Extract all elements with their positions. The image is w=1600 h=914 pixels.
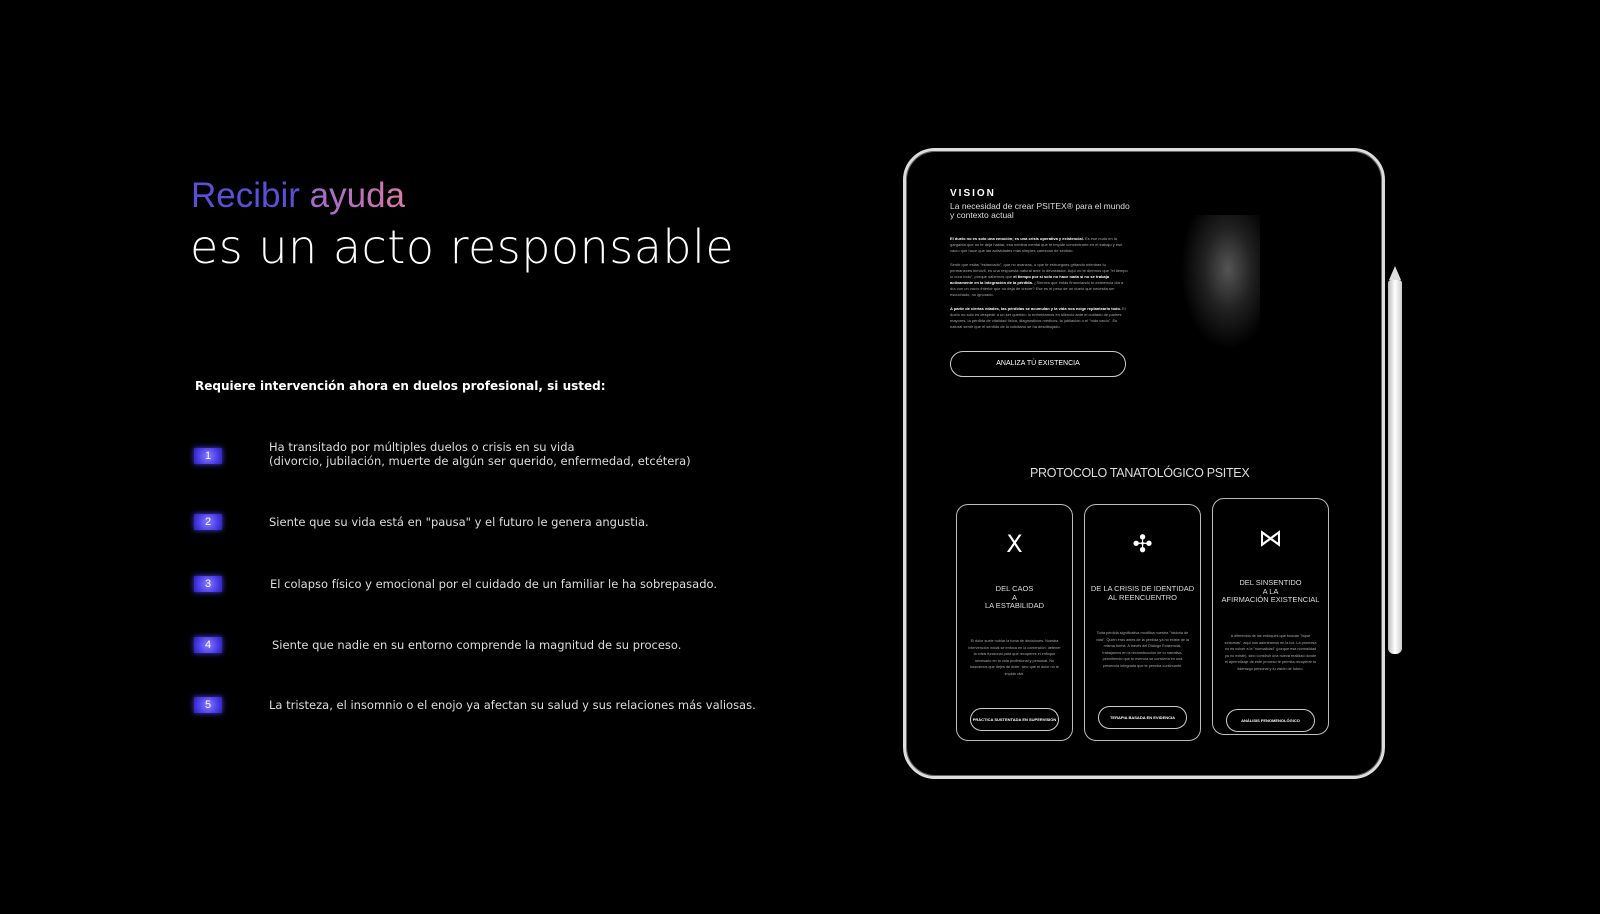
heading-line-2: es un acto responsable [190, 220, 735, 274]
bold-text: el tiempo por sí solo no hace nada si no se trabaja activamente en la integración de la pérdida. [950, 274, 1110, 285]
analiza-existencia-button[interactable]: ANALIZA TÚ EXISTENCIA [950, 351, 1126, 377]
number-badge: 5 [194, 697, 222, 713]
card-title-line: LA ESTABILIDAD [984, 601, 1045, 610]
card-title-line: DEL CAOS [995, 584, 1034, 593]
hourglass-x-icon: Ⅹ [1006, 531, 1023, 558]
card-title-line: A [1011, 592, 1017, 602]
heading-line-1 [191, 176, 405, 216]
number-badge: 1 [194, 448, 222, 464]
card-body: A diferencia de los enfoques que buscan "tapar síntomas", aquí nos adentramos en la luz. La promesa no es volver a la "normalidad" (porque esa normalidad ya no existe), sino construir una nueva realidad donde el aprendizaje de este proceso te permita recuperar tu liderazgo personal y tu visión de futuro. [1224, 634, 1317, 671]
list-item-text [269, 440, 691, 468]
list-item-text: Siente que nadie en su entorno comprende la magnitud de su proceso. [272, 638, 682, 652]
card-title [1089, 585, 1196, 602]
number-badge: 3 [194, 576, 222, 592]
paragraph-text: Sentir que estás "estancado", que no avanzas, o que te estruegues gritando mientras tu permaneces inmóvil, es una respuesta natural ante lo devastador. Aquí no te diremos que "el tiempo lo cura todo", porque sabemos que [950, 262, 1128, 279]
portrait-image [1180, 215, 1260, 350]
pinwheel-icon: ✣ [1132, 531, 1153, 558]
card-title-line: DE LA CRISIS DE IDENTIDAD [1090, 584, 1195, 593]
list-item-text: Siente que su vida está en "pausa" y el futuro le genera angustia. [269, 515, 649, 529]
card-title [961, 585, 1068, 611]
vision-label: VISION [950, 188, 996, 199]
card-title-line: AFIRMACIÓN EXISTENCIAL [1221, 595, 1320, 604]
bold-text: A partir de ciertas edades, las pérdidas se acumulan y la vida nos exige replantearlo todo. [950, 306, 1122, 311]
stylus-pencil [1388, 280, 1402, 654]
card-body: Toda pérdida significativa modifica nuestra "historia de vida". Quién eras antes de la pérdida ya no existe de la misma forma. A través del Diálogo Existencial, trabajamos en la reconstrucción de tu narrativa, permitiendo que tu esencia se convierta en una presencia integrada que te permita continuarte. [1096, 631, 1189, 668]
bold-text: El duelo no es solo una emoción; es una crisis operativa y existencial. [950, 236, 1084, 241]
vision-paragraph-1 [950, 236, 1128, 254]
list-item-line: Ha transitado por múltiples duelos o crisis en su vida [269, 440, 575, 454]
list-item-text: El colapso físico y emocional por el cuidado de un familiar le ha sobrepasado. [270, 577, 717, 591]
paragraph-text: El duelo no solo es despedir a un ser querido; lo enfrentamos en silencio ante el cuidado de padres mayores, la pérdida de vitalidad física, diagnósticos médicos, la jubilación o el "nido vacío". Es natural sentir que el sentido de lo cotidiano se ha desdibujado. [950, 306, 1126, 329]
list-item [194, 440, 691, 468]
list-item-text: La tristeza, el insomnio o el enojo ya afectan su salud y sus relaciones más valiosas. [269, 698, 756, 712]
protocol-card [1084, 504, 1201, 741]
card-button[interactable]: PRÁCTICA SUSTENTADA EN SUPERVISIÓN [970, 708, 1059, 731]
protocol-title: PROTOCOLO TANATOLÓGICO PSITEX [1030, 466, 1250, 480]
card-title [1217, 579, 1324, 605]
paragraph-text: ¿Sientes que estás financiando tu existencia día a día con un vacío interior que no deja de crecer? Ese es el peso de un duelo que necesita ser escuchado, no ignorado. [950, 280, 1124, 297]
list-item [194, 514, 649, 530]
vision-paragraph-3 [950, 306, 1128, 330]
list-item [194, 576, 717, 592]
intro-text: Requiere intervención ahora en duelos profesional, si usted: [195, 379, 606, 393]
list-item [194, 637, 682, 653]
card-title-line: A LA [1262, 586, 1279, 596]
number-badge: 4 [194, 637, 222, 653]
paragraph-text: Es ese nudo en la garganta que no te deja hablar, esa neblina mental que te impide concentrarte en el trabajo y ese vacío que hace que las actividades más simples carezcan de sentido. [950, 236, 1123, 253]
card-button[interactable]: ANÁLISIS FENOMENOLÓGICO [1226, 709, 1315, 732]
card-body: El dolor suele nublar la toma de decisiones. Nuestra intervención inicial se enfoca en la contención: detener la crisis funcional para que recuperes el enfoque necesario en tu vida profesional y personal. No buscamos que dejes de doler, sino que el dolor no te impida vivir. [968, 639, 1061, 676]
heading-word-ayuda: ayuda [309, 176, 406, 215]
list-item-line: (divorcio, jubilación, muerte de algún ser querido, enfermedad, etcétera) [269, 454, 691, 468]
vision-paragraph-2 [950, 262, 1128, 298]
number-badge: 2 [194, 514, 222, 530]
bowtie-icon: ⋈ [1258, 525, 1283, 552]
card-title-line: DEL SINSENTIDO [1239, 578, 1302, 587]
protocol-card [1212, 498, 1329, 735]
vision-subtitle: La necesidad de crear PSITEX® para el mundo y contexto actual [950, 201, 1130, 220]
protocol-card [956, 504, 1073, 741]
card-title-line: AL REENCUENTRO [1108, 592, 1177, 602]
card-button[interactable]: TERAPIA BASADA EN EVIDENCIA [1098, 706, 1187, 729]
heading-word-recibir: Recibir [191, 176, 300, 215]
list-item [194, 697, 756, 713]
